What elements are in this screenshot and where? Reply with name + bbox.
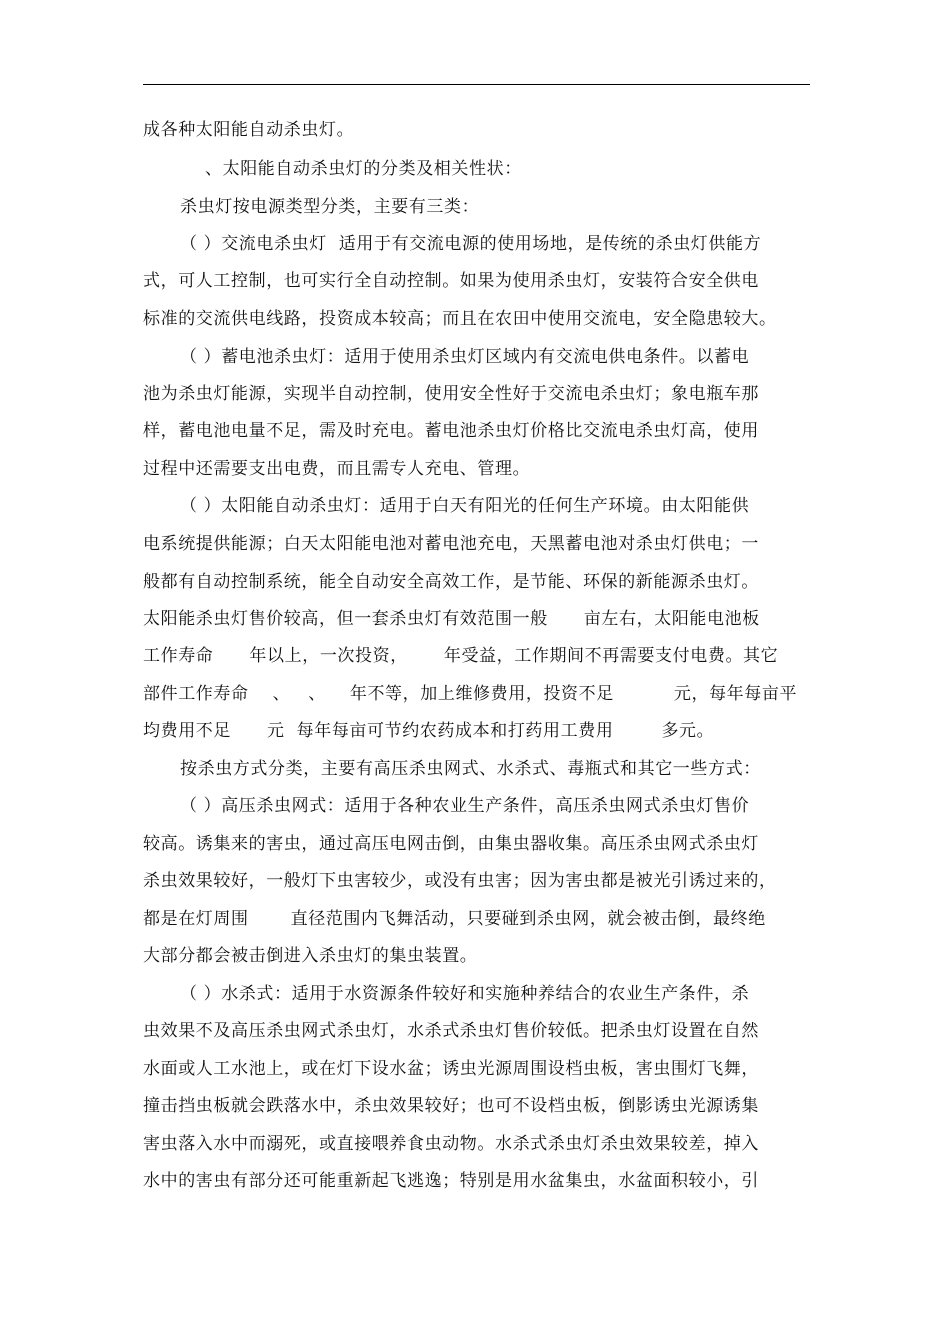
text-line: 太阳能杀虫灯售价较高，但一套杀虫灯有效范围一般 亩左右，太阳能电池板: [143, 609, 760, 629]
text-line: 都是在灯周围 直径范围内飞舞活动，只要碰到杀虫网，就会被击倒，最终绝: [143, 909, 766, 929]
text-line: 部件工作寿命 、 、 年不等，加上维修费用，投资不足 元，每年每亩平: [143, 684, 798, 704]
text-line: 般都有自动控制系统，能全自动安全高效工作，是节能、环保的新能源杀虫灯。: [143, 572, 759, 592]
section-heading: 、太阳能自动杀虫灯的分类及相关性状：: [205, 159, 522, 179]
text-line: 样，蓄电池电量不足，需及时充电。蓄电池杀虫灯价格比交流电杀虫灯高，使用: [143, 421, 759, 441]
text-line: 水面或人工水池上，或在灯下设水盆；诱虫光源周围设档虫板，害虫围灯飞舞，: [143, 1059, 759, 1079]
text-line: 电系统提供能源；白天太阳能电池对蓄电池充电，天黑蓄电池对杀虫灯供电；一: [143, 534, 759, 554]
text-line: （ ）太阳能自动杀虫灯：适用于白天有阳光的任何生产环境。由太阳能供: [180, 496, 750, 516]
text-line: 大部分都会被击倒进入杀虫灯的集虫装置。: [143, 946, 478, 966]
text-line: 过程中还需要支出电费，而且需专人充电、管理。: [143, 459, 531, 479]
text-line: 式，可人工控制，也可实行全自动控制。如果为使用杀虫灯，安装符合安全供电: [143, 271, 759, 291]
text-line: 撞击挡虫板就会跌落水中，杀虫效果较好；也可不设档虫板，倒影诱虫光源诱集: [143, 1096, 759, 1116]
text-line: 成各种太阳能自动杀虫灯。: [143, 120, 355, 140]
header-rule: [143, 84, 810, 85]
text-line: （ ）水杀式：适用于水资源条件较好和实施种养结合的农业生产条件，杀: [180, 984, 750, 1004]
text-line: 害虫落入水中而溺死，或直接喂养食虫动物。水杀式杀虫灯杀虫效果较差，掉入: [143, 1134, 759, 1154]
text-line: 池为杀虫灯能源，实现半自动控制，使用安全性好于交流电杀虫灯；象电瓶车那: [143, 384, 759, 404]
text-line: 水中的害虫有部分还可能重新起飞逃逸；特别是用水盆集虫，水盆面积较小，引: [143, 1171, 759, 1191]
text-line: 杀虫效果较好，一般灯下虫害较少，或没有虫害；因为害虫都是被光引诱过来的，: [143, 871, 777, 891]
text-line: 按杀虫方式分类，主要有高压杀虫网式、水杀式、毒瓶式和其它一些方式：: [180, 759, 761, 779]
text-line: 工作寿命 年以上，一次投资， 年受益，工作期间不再需要支付电费。其它: [143, 646, 779, 666]
text-line: （ ）高压杀虫网式：适用于各种农业生产条件，高压杀虫网式杀虫灯售价: [180, 796, 750, 816]
text-line: 均费用不足 元 每年每亩可节约农药成本和打药用工费用 多元。: [143, 721, 715, 741]
text-line: （ ）交流电杀虫灯 适用于有交流电源的使用场地，是传统的杀虫灯供能方: [180, 234, 762, 254]
text-line: （ ）蓄电池杀虫灯：适用于使用杀虫灯区域内有交流电供电条件。以蓄电: [180, 347, 750, 367]
text-line: 较高。诱集来的害虫，通过高压电网击倒，由集虫器收集。高压杀虫网式杀虫灯: [143, 834, 759, 854]
text-line: 标准的交流供电线路，投资成本较高；而且在农田中使用交流电，安全隐患较大。: [143, 309, 777, 329]
text-line: 杀虫灯按电源类型分类，主要有三类：: [180, 197, 480, 217]
text-line: 虫效果不及高压杀虫网式杀虫灯，水杀式杀虫灯售价较低。把杀虫灯设置在自然: [143, 1021, 759, 1041]
